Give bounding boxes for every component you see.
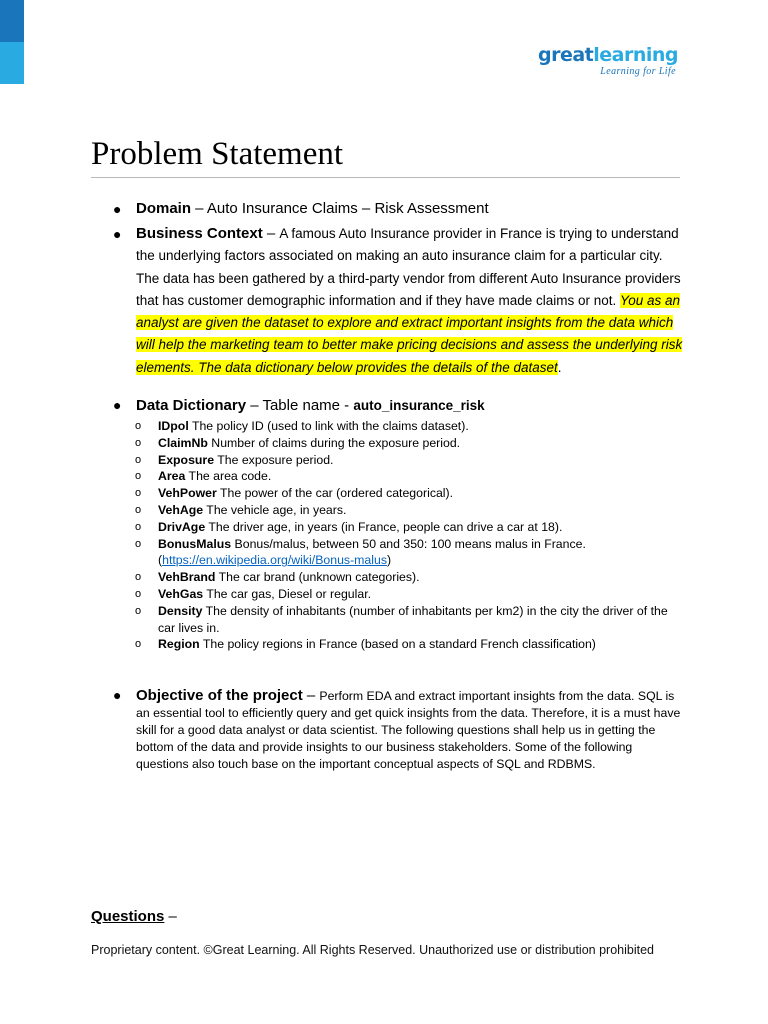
bullet-dot: ● [113, 687, 122, 704]
data-dictionary-bullet [113, 397, 683, 414]
field-desc: The area code. [185, 469, 272, 484]
dictionary-item [113, 435, 683, 452]
data-dictionary-label: Data Dictionary [136, 397, 247, 415]
dictionary-item [113, 586, 683, 603]
dictionary-item [113, 485, 683, 502]
logo-learning-text: learning [593, 44, 678, 66]
field-name: VehBrand [158, 570, 216, 585]
dictionary-item [113, 452, 683, 469]
domain-bullet [113, 196, 683, 222]
circle-bullet: o [135, 520, 142, 533]
field-desc: Number of claims during the exposure period. [207, 435, 461, 450]
circle-bullet: o [135, 453, 142, 466]
objective-label: Objective of the project [136, 687, 303, 705]
field-desc: The car gas, Diesel or regular. [203, 587, 372, 602]
field-desc: The driver age, in years (in France, people can drive a car at 18). [205, 519, 563, 534]
link-paren-open: ( [158, 553, 163, 568]
dictionary-item [113, 468, 683, 485]
field-name: BonusMalus [158, 536, 232, 551]
data-dictionary-list [113, 418, 683, 653]
questions-heading [91, 908, 177, 925]
dictionary-item [113, 418, 683, 435]
questions-dash: – [164, 908, 177, 925]
main-content [113, 196, 683, 773]
field-name: ClaimNb [158, 435, 208, 450]
business-context-end: . [557, 359, 562, 375]
field-name: VehPower [158, 486, 217, 501]
corner-accent-bar [0, 0, 24, 84]
field-name: Exposure [158, 452, 215, 467]
circle-bullet: o [135, 537, 142, 550]
circle-bullet: o [135, 470, 142, 483]
domain-label: Domain [136, 200, 192, 217]
bullet-dot: ● [113, 201, 122, 217]
footer-copyright: Proprietary content. ©Great Learning. All Rights Reserved. Unauthorized use or distribution prohibited [91, 943, 654, 957]
questions-label: Questions [91, 908, 165, 925]
business-context-label: Business Context [136, 225, 263, 242]
circle-bullet: o [135, 436, 142, 449]
dictionary-item [113, 502, 683, 519]
field-name: Area [158, 469, 186, 484]
page-title: Problem Statement [91, 136, 344, 172]
data-dictionary-mid: – Table name - [246, 397, 354, 415]
dictionary-item [113, 636, 683, 653]
business-context-bullet [113, 223, 683, 379]
field-desc: The policy regions in France (based on a standard French classification) [199, 637, 596, 652]
field-desc: The exposure period. [214, 452, 334, 467]
field-desc: The power of the car (ordered categorical). [216, 486, 454, 501]
field-name: IDpol [158, 419, 189, 434]
field-desc: The density of inhabitants (number of inhabitants per km2) in the city the driver of the car lives in. [158, 603, 668, 635]
circle-bullet: o [135, 571, 142, 584]
logo-wordmark [538, 44, 678, 66]
field-name: DrivAge [158, 519, 206, 534]
dictionary-item [113, 536, 683, 570]
dictionary-item [113, 569, 683, 586]
objective-bullet [113, 687, 683, 773]
dictionary-item [113, 603, 683, 637]
circle-bullet: o [135, 420, 142, 433]
field-name: VehGas [158, 587, 204, 602]
field-name: Region [158, 637, 200, 652]
circle-bullet: o [135, 504, 142, 517]
corner-accent-light [0, 42, 24, 84]
title-divider [91, 177, 680, 178]
bullet-dot: ● [113, 226, 122, 242]
table-name: auto_insurance_risk [353, 398, 485, 414]
circle-bullet: o [135, 604, 142, 617]
domain-text: – Auto Insurance Claims – Risk Assessment [191, 200, 489, 217]
logo-tagline: Learning for Life [600, 66, 676, 77]
field-name: VehAge [158, 503, 204, 518]
field-desc: The vehicle age, in years. [203, 503, 347, 518]
greatlearning-logo [538, 44, 678, 77]
field-desc: Bonus/malus, between 50 and 350: 100 means malus in France. [231, 536, 586, 551]
circle-bullet: o [135, 588, 142, 601]
bullet-dot: ● [113, 397, 122, 414]
objective-dash: – [302, 687, 320, 705]
link-paren-close: ) [386, 553, 392, 568]
circle-bullet: o [135, 638, 142, 651]
business-context-dash: – [262, 225, 280, 242]
dictionary-item [113, 519, 683, 536]
objective-text: Perform EDA and extract important insights from the data. SQL is an essential tool to efficiently query and get quick insights from the data. Therefore, it is a must have skill for a good data analyst or data scientist. The following questions shall help us in getting the bottom of the data and provide insights to our business stakeholders. Some of the following questions also touch base on the important conceptual aspects of SQL and RDBMS. [136, 689, 681, 772]
corner-accent-dark [0, 0, 24, 42]
field-desc: The policy ID (used to link with the claims dataset). [188, 419, 469, 434]
logo-great-text: great [537, 44, 594, 66]
business-context-text: A famous Auto Insurance provider in France is trying to understand the underlying factors associated on making an auto insurance claim for a particular city. The data has been gathered by a third-party vendor from different Auto Insurance providers that has customer demographic information and if they have made claims or not. [136, 226, 681, 308]
business-context-highlight: You as an analyst are given the dataset to explore and extract important insights from the data which will help the marketing team to better make pricing decisions and assess the underlying risk elements. The data dictionary below provides the details of the dataset [136, 292, 683, 375]
circle-bullet: o [135, 487, 142, 500]
field-desc: The car brand (unknown categories). [215, 570, 420, 585]
bonus-malus-wiki-link[interactable]: https://en.wikipedia.org/wiki/Bonus-malus [162, 553, 387, 568]
field-name: Density [158, 603, 203, 618]
